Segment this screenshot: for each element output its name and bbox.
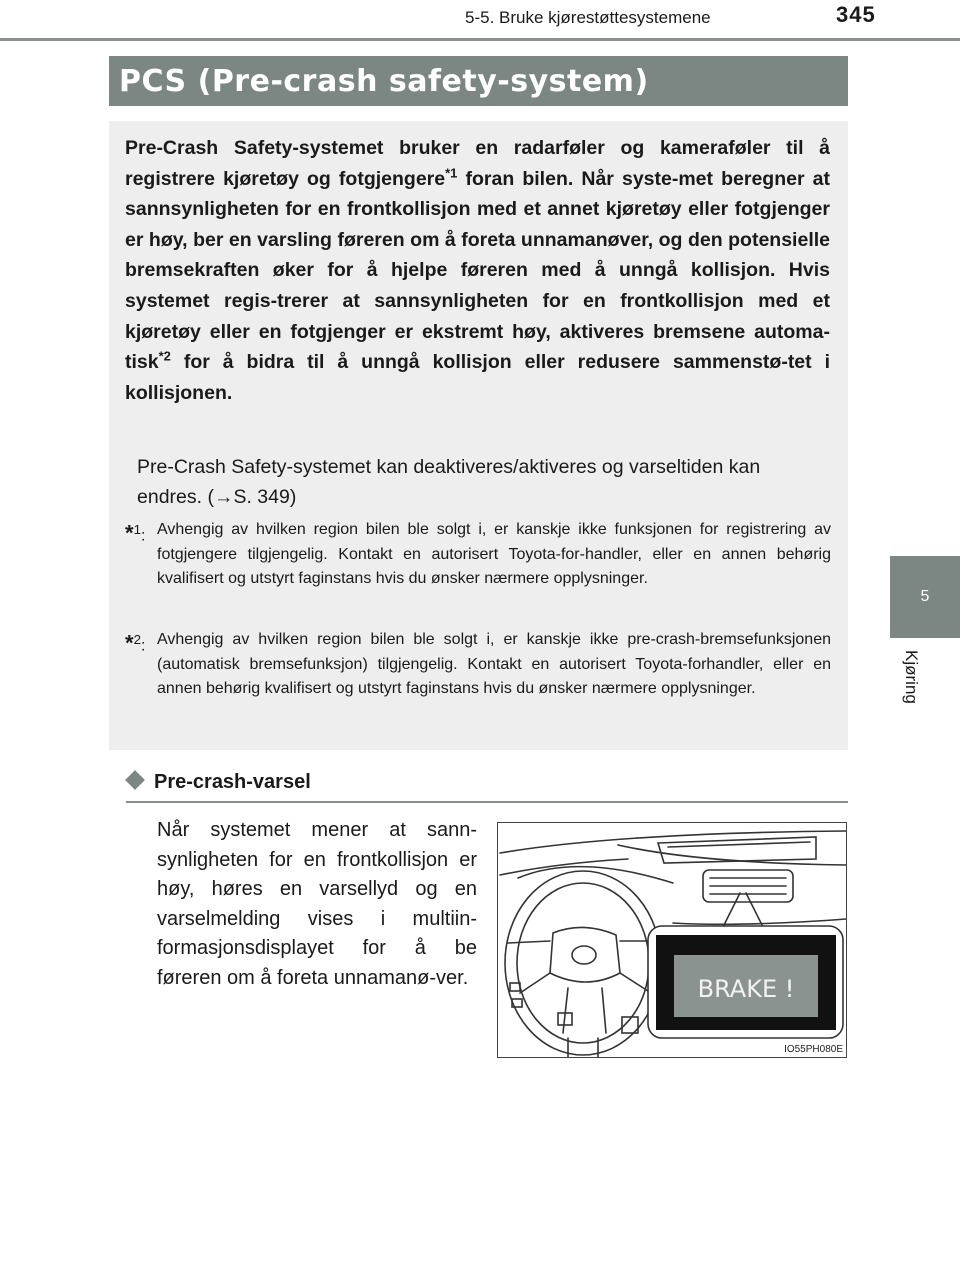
brake-warning-text: BRAKE !	[697, 975, 795, 1003]
page-title-bar	[109, 56, 848, 106]
intro-note	[137, 452, 830, 512]
dashboard-drawing	[498, 823, 846, 1057]
footnote-text: Avhengig av hvilken region bilen ble solgt i, er kanskje ikke pre-crash-bremsefunksjonen (automatisk bremsefunksjon) tilgjengelig. Kontakt en autorisert Toyota-forhandler, eller en annen behørig kvalifisert og utstyrt faginstans hvis du ønsker nærmere opplysninger.	[157, 631, 831, 697]
chapter-tab	[890, 556, 960, 638]
footnote-mark: *$^1$:	[125, 520, 146, 546]
footnote-text: Avhengig av hvilken region bilen ble solgt i, er kanskje ikke funksjonen for registrering av fotgjengere tilgjengelig. Kontakt en autorisert Toyota-for-handler, eller en annen behørig kvalifisert og utstyrt faginstans hvis du ønsker nærmere opplysninger.	[157, 521, 831, 587]
header-rule	[0, 38, 960, 41]
intro-paragraph	[125, 133, 830, 408]
footnote-2	[125, 628, 831, 702]
subsection-rule	[126, 801, 848, 803]
chapter-title: Kjøring	[902, 650, 921, 704]
page-title: PCS (Pre-crash safety-system)	[119, 64, 649, 99]
chapter-number: 5	[920, 588, 930, 605]
footnote-ref-1: *1	[445, 165, 458, 181]
page-reference-link[interactable]: S. 349)	[233, 486, 297, 508]
intro-text-3: for å bidra til å unngå kollisjon eller redusere sammenstø-tet i kollisjonen.	[125, 351, 830, 404]
subsection-heading: Pre-crash-varsel	[128, 771, 311, 794]
arrow-icon: →	[213, 486, 234, 508]
intro-text-2: foran bilen. Når syste-met beregner at sannsynligheten for en frontkollisjon med et annet kjøretøy eller fotgjenger er høy, ber en varsling føreren om å foreta unnamanøver, og den potensielle bremsekraften øker for å hjelpe føreren med å unngå kollisjon. Hvis systemet regis-trerer at sannsynligheten for en frontkollisjon med et kjøretøy eller en fotgjenger er ekstremt høy, aktiveres bremsene automa-tisk	[125, 167, 830, 374]
footnote-ref-2: *2	[158, 348, 171, 364]
dashboard-illustration	[497, 822, 847, 1058]
footnote-1	[125, 518, 831, 592]
page-number: 345	[836, 2, 876, 27]
footnote-mark: *$^2$:	[125, 630, 146, 656]
intro-text-1: Pre-Crash Safety-systemet bruker en radarføler og kameraføler til å registrere kjøretøy og fotgjengere	[125, 137, 830, 190]
section-title: 5-5. Bruke kjørestøttesystemene	[465, 8, 711, 27]
intro-box	[109, 121, 848, 750]
figure-code: IO55PH080E	[784, 1044, 843, 1055]
diamond-bullet-icon	[125, 770, 145, 790]
note-text: Pre-Crash Safety-systemet kan deaktiveres/aktiveres og varseltiden kan endres. (	[137, 456, 761, 508]
subsection-body: Når systemet mener at sann-synligheten for en frontkollisjon er høy, høres en varsellyd og en varselmelding vises i multiin-formasjonsdisplayet for å be føreren om å foreta unnamanø-ver.	[157, 819, 477, 989]
